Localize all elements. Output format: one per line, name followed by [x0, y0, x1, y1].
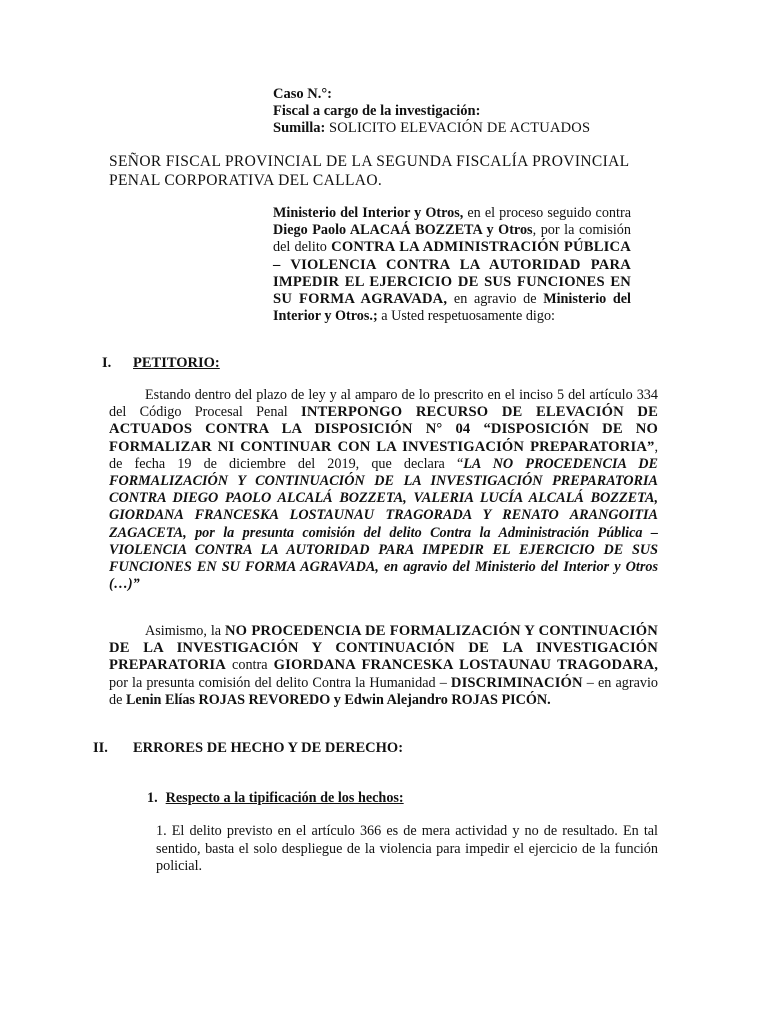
p2-text-4: – en agravio de — [109, 674, 659, 708]
subsection-1-title: Respecto a la tipificación de los hechos: — [165, 790, 404, 806]
intro-text-3: en agravio de — [447, 291, 544, 308]
p2-bold-4: Lenin Elías ROJAS REVOREDO y Edwin Alejandro ROJAS PICÓN. — [125, 691, 551, 708]
case-header — [273, 86, 590, 137]
intro-text-4: a Usted respetuosamente digo: — [377, 308, 555, 325]
p2-text-2: contra — [225, 657, 274, 674]
intro-text-2: , por la comisión del delito — [273, 222, 631, 256]
intro-accused: Diego Paolo ALACAÁ BOZZETA y Otros — [273, 222, 533, 239]
intro-victim: Ministerio del Interior y Otros.; — [273, 291, 632, 325]
p2-bold-3: DISCRIMINACIÓN — [450, 674, 583, 691]
sumilla-line — [273, 120, 590, 137]
p1-quote: LA NO PROCEDENCIA DE FORMALIZACIÓN Y CONTINUACIÓN DE LA INVESTIGACIÓN PREPARATORIA CONTRA DIEGO PAOLO ALCALÁ BOZZETA, VALERIA LUCÍA ALCALÁ BOZZETA, GIORDANA FRANCESKA LOSTAUNAU TRAGORADA Y RENATO ARANGOITIA ZAGACETA, por la presunta comisión del delito Contra la Administración Pública – VIOLENCIA CONTRA LA AUTORIDAD PARA IMPEDIR EL EJERCICIO DE SUS FUNCIONES EN SU FORMA AGRAVADA, en agravio del Ministerio del Interior y Otros (…)” — [109, 455, 659, 593]
subsection-1-number: 1. — [147, 790, 158, 806]
p2-text-1: Asimismo, la — [145, 623, 225, 639]
petitorio-paragraph-1 — [109, 387, 658, 593]
intro-crime: CONTRA LA ADMINISTRACIÓN PÚBLICA – VIOLENCIA CONTRA LA AUTORIDAD PARA IMPEDIR EL EJERCICIO DE SUS FUNCIONES EN SU FORMA AGRAVADA, — [273, 239, 631, 308]
section-1-title: PETITORIO: — [133, 355, 220, 371]
p2-bold-2: GIORDANA FRANCESKA LOSTAUNAU TRAGODARA, — [273, 657, 658, 674]
case-number-label: Caso N.°: — [273, 86, 332, 102]
petitorio-paragraph-2 — [109, 623, 658, 709]
prosecutor-label: Fiscal a cargo de la investigación: — [273, 103, 481, 119]
subsection-1-heading — [147, 790, 404, 807]
section-1-number: I. — [102, 355, 112, 371]
subsection-1-paragraph: 1. El delito previsto en el artículo 366 es de mera actividad y no de resultado. En tal sentido, basta el solo despliegue de la violencia para impedir el ejercicio de la función policial. — [156, 823, 658, 874]
addressee: SEÑOR FISCAL PROVINCIAL DE LA SEGUNDA FISCALÍA PROVINCIAL PENAL CORPORATIVA DEL CALLAO. — [109, 153, 629, 189]
sumilla-label: Sumilla: — [273, 120, 326, 136]
section-2-number: II. — [93, 740, 108, 756]
p2-text-3: por la presunta comisión del delito Contra la Humanidad – — [109, 674, 451, 691]
p2-bold-1: NO PROCEDENCIA DE FORMALIZACIÓN Y CONTINUACIÓN DE LA INVESTIGACIÓN Y CONTINUACIÓN DE LA INVESTIGACIÓN PREPARATORIA — [109, 623, 658, 674]
section-2-title: ERRORES DE HECHO Y DE DERECHO: — [133, 740, 404, 756]
p1-text-2: , de fecha 19 de diciembre del 2019, que declara “ — [109, 438, 658, 472]
intro-party: Ministerio del Interior y Otros, — [273, 205, 464, 221]
p1-text-1: Estando dentro del plazo de ley y al amparo de lo prescrito en el inciso 5 del artículo 334 del Código Procesal Penal — [109, 387, 658, 421]
sumilla-value: SOLICITO ELEVACIÓN DE ACTUADOS — [329, 120, 591, 136]
p1-bold-1: INTERPONGO RECURSO DE ELEVACIÓN DE ACTUADOS CONTRA LA DISPOSICIÓN N° 04 “DISPOSICIÓN DE NO FORMALIZAR NI CONTINUAR CON LA INVESTIGACIÓN PREPARATORIA” — [109, 404, 658, 455]
intro-text-1: en el proceso seguido contra — [463, 205, 631, 221]
intro-paragraph — [273, 205, 631, 325]
